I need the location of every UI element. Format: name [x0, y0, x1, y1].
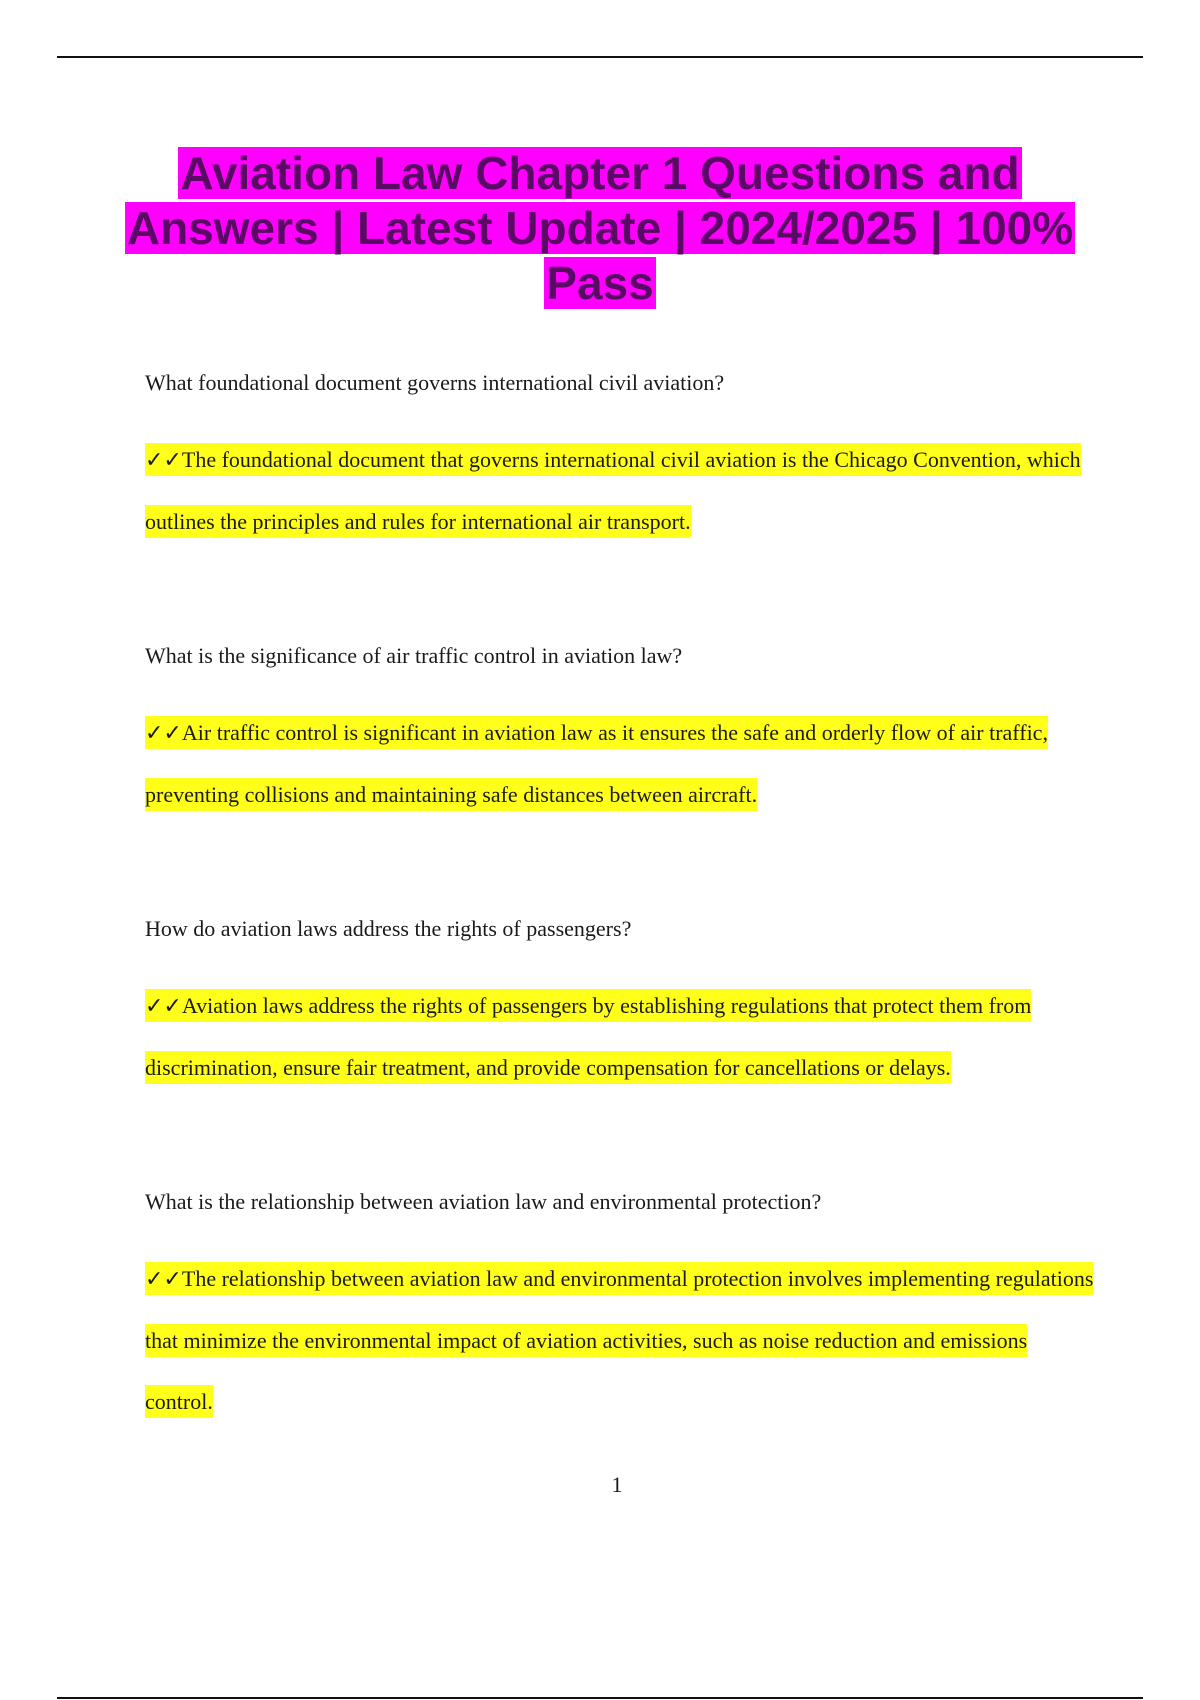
answer-text — [145, 429, 1095, 552]
check-icon: ✓✓ — [145, 1267, 182, 1292]
answer-body: The foundational document that governs international civil aviation is the Chicago Convention, which outlines the principles and rules for international air transport. — [145, 447, 1081, 534]
answer-highlight — [145, 443, 1081, 538]
document-title — [100, 146, 1100, 311]
check-icon: ✓✓ — [145, 721, 182, 746]
title-block — [100, 146, 1100, 311]
check-icon: ✓✓ — [145, 994, 182, 1019]
page-number: 1 — [611, 1472, 623, 1497]
qa-item-4 — [145, 1184, 1095, 1432]
answer-highlight — [145, 716, 1048, 811]
answer-highlight — [145, 989, 1031, 1084]
question-text: What is the relationship between aviation law and environmental protection? — [145, 1189, 822, 1214]
check-icon: ✓✓ — [145, 448, 182, 473]
answer-text — [145, 702, 1095, 825]
qa-item-2 — [145, 638, 1095, 825]
qa-item-3 — [145, 911, 1095, 1098]
top-rule — [57, 56, 1143, 58]
answer-body: Aviation laws address the rights of passengers by establishing regulations that protect them from discrimination, ensure fair treatment, and provide compensation for cancellations or delays. — [145, 993, 1032, 1080]
question-text: What foundational document governs international civil aviation? — [145, 370, 725, 395]
question-text: What is the significance of air traffic control in aviation law? — [145, 643, 683, 668]
answer-highlight — [145, 1262, 1093, 1418]
answer-text — [145, 1248, 1095, 1432]
document-title-text: Aviation Law Chapter 1 Questions and Answers | Latest Update | 2024/2025 | 100% Pass — [126, 147, 1074, 309]
answer-body: Air traffic control is significant in aviation law as it ensures the safe and orderly flow of air traffic, preventing collisions and maintaining safe distances between aircraft. — [145, 720, 1048, 807]
answer-body: The relationship between aviation law and environmental protection involves implementing regulations that minimize the environmental impact of aviation activities, such as noise reduction and emissions control. — [145, 1266, 1094, 1414]
answer-text — [145, 975, 1095, 1098]
qa-item-1 — [145, 365, 1095, 552]
qa-list — [145, 365, 1095, 1432]
bottom-rule — [57, 1697, 1143, 1699]
question-text: How do aviation laws address the rights of passengers? — [145, 916, 632, 941]
